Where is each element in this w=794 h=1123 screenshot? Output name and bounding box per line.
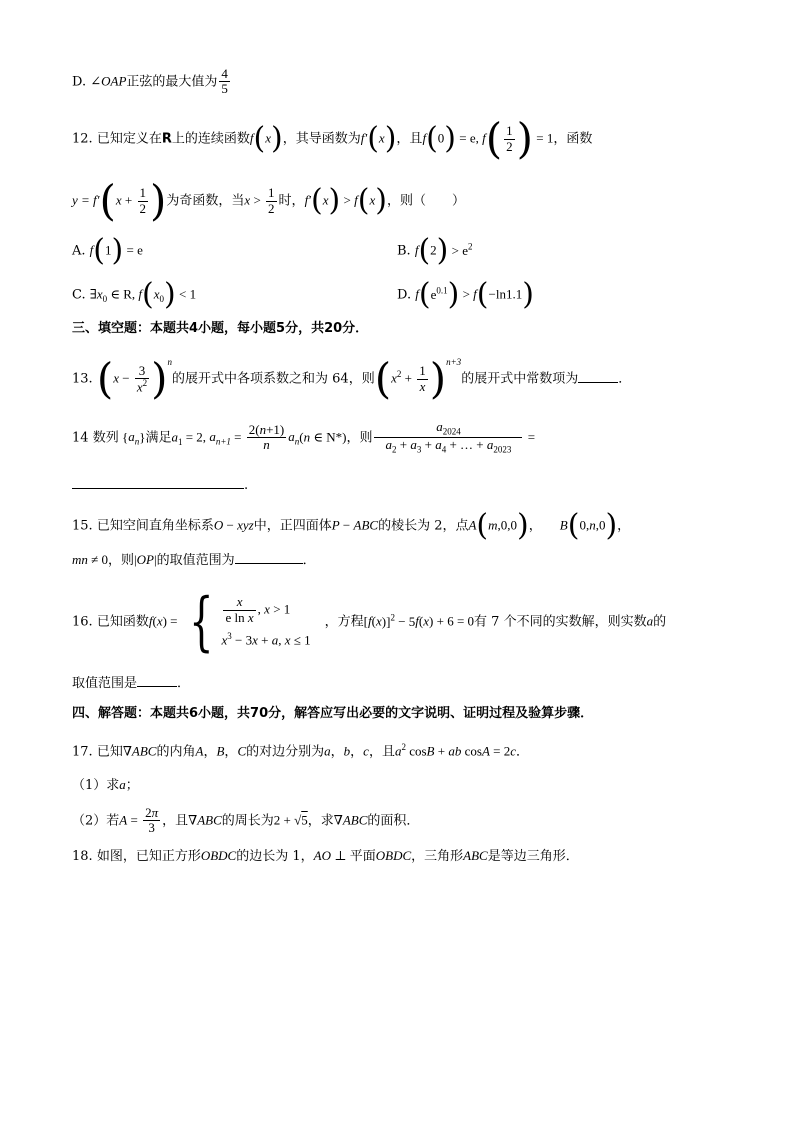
section-3-heading: 三、填空题：本题共4小题，每小题5分，共20分．: [72, 321, 369, 336]
question-number: 12.: [72, 131, 93, 147]
question-number: 14: [72, 430, 89, 446]
option-text: 正弦的最大值为: [126, 74, 218, 90]
q12-options-ab: A. f(1) = e B. $f(2) > e^2$: [72, 233, 473, 268]
q13: 13. (x − $\frac{3}{x^2}$ )$^n$的展开式中各项系数之和为 64，则($x^2$ + $\frac{1}{x}$ )$^{n+3}$的展开式中常数项为 ．: [72, 354, 632, 403]
question-number: 17.: [72, 744, 93, 760]
section-4-heading: 四、解答题：本题共6小题，共70分，解答应写出必要的文字说明、证明过程及验算步骤．: [72, 706, 594, 721]
q16-line2: 取值范围是 ．: [72, 676, 191, 691]
fraction-4-5: $\frac{4}{5}$: [221, 66, 228, 97]
answer-blank[interactable]: [235, 563, 303, 564]
answer-blank[interactable]: [137, 686, 177, 687]
q14: 14 数列 $\{a_n\}$满足$a_1 = 2$, $a_{n+1}$ = $\frac{2(n+1)}{n}$ $a_n(n$ ∈ N*)，则 $\frac{a_{2024}}{a_2 + a_3 + a_4 + \dots + a_{2023}}$ =: [72, 419, 536, 456]
q18: 18. 如图，已知正方形OBDC的边长为 1，AO ⊥ 平面OBDC，三角形ABC是等边三角形．: [72, 848, 579, 864]
question-number: 15.: [72, 518, 93, 534]
q15-line2: mn ≠ 0，则|OP|的取值范围为 ．: [72, 552, 316, 568]
q17: 17. 已知∇ABC的内角A，B，C的对边分别为a，b，c，且$a^2$ cosB + ab cosA = 2c．: [72, 742, 530, 760]
q12-options-cd: C. $\exists x_0$ ∈ R, $f(x_0) < 1$ D. $f(e^{0.1}) > f(-\ln 1.1)$: [72, 277, 534, 312]
option-a-label: A.: [72, 243, 86, 259]
q17-part1: （1）求a；: [72, 777, 139, 793]
piecewise-function: $\frac{x}{\text{e ln x}}$ , x > 1 $x^3 - 3x + a$, x ≤ 1: [221, 594, 311, 648]
answer-blank[interactable]: [578, 382, 618, 383]
q11-option-d: [72, 67, 232, 97]
q14-answer-line: .: [72, 478, 248, 494]
option-d: D. $f(e^{0.1}) > f(-\ln 1.1)$: [397, 277, 534, 312]
answer-blank[interactable]: [72, 488, 244, 489]
q12-line2: y = f′(x + $\frac{1}{2}$ )为奇函数，当x > $\frac{1}{2}$ 时，f′(x) > f(x)，则（ ）: [72, 176, 465, 225]
option-b-label: B.: [397, 243, 411, 259]
option-b: B. $f(2) > e^2$: [397, 233, 473, 268]
question-number: 18.: [72, 849, 93, 864]
angle-oap: ∠OAP: [90, 73, 127, 89]
question-number: 13.: [72, 371, 93, 387]
question-number: 16.: [72, 614, 93, 630]
q17-part2: （2）若A = $\frac{2\pi}{3}$ ，且∇ABC的周长为2 + √5，求∇ABC的面积．: [72, 805, 420, 836]
q12-line1: 12. 已知定义在R上的连续函数f(x)，其导函数为f′(x)，且f(0) = e, f( $\frac{1}{2}$ ) = 1，函数: [72, 114, 593, 163]
q16: 16. 已知函数f(x) = { $\frac{x}{\text{e ln x}}$ , x > 1 $x^3 - 3x + a$, x ≤ 1 ，方程$[f(x)]^2 - 5f(x) + 6 = 0$有 7 个不同的实数解，则实数a的: [72, 585, 667, 659]
option-label: D.: [72, 74, 87, 90]
option-c-label: C.: [72, 287, 86, 303]
option-d-label: D.: [397, 287, 412, 303]
q15-line1: 15. 已知空间直角坐标系O − xyz中，正四面体P − ABC的棱长为 2，点A(m,0,0)， B(0,n,0)，: [72, 508, 631, 543]
